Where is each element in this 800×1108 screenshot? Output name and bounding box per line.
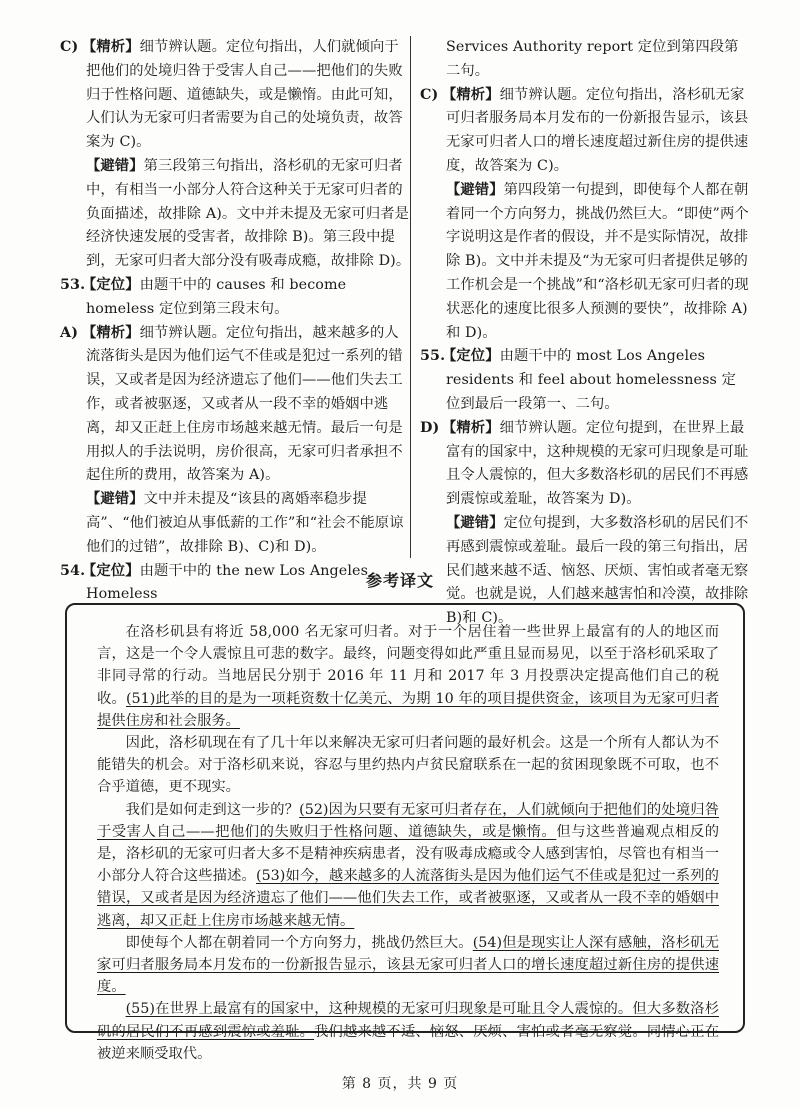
section-tag: 【定位】 [442,348,500,365]
explanation-paragraph [420,84,750,179]
item-label: C) [60,39,79,55]
explanation-paragraph [60,274,412,322]
paragraph-text: 细节辨认题。定位句提到，在世界上最富有的国家中，这种规模的无家可归现象是可耻且令人震惊的，但大多数洛杉矶的居民们不再感到震惊或羞耻，故答案为 D)。 [446,419,749,508]
sentence: 但与这些普遍观点相反的是，洛杉矶的无家可归者大多不是精神疾病患者，没有吸毒成瘾或令人感到害怕，尽管也有相当一小部分人符合这些描述。 [97,823,720,885]
paragraph-text: 由题干中的 the new Los Angeles Homeless [86,562,369,603]
translation-box [65,603,745,1062]
underlined-sentence: (53)如今，越来越多的人流落街头是因为他们运气不佳或是犯过一系列的错误，又或者是因为经济遗忘了他们——他们失去工作，或者被驱逐，又或者从一段不幸的婚姻中逃离，却又正赶上住房市场越来越无情。 [97,868,719,929]
underlined-sentence: (52)因为只要有无家可归者存在，人们就倾向于把他们的处境归咎于受害人自己——把他们的失败归于性格问题、道德缺失，或是懒惰。 [97,801,719,840]
section-tag: 【定位】 [82,562,140,579]
sentence: 我们是如何走到这一步的？ [125,801,300,818]
paragraph-text: 第三段第三句指出，洛杉矶的无家可归者中，有相当一小部分人符合这种关于无家可归者的负面描述，故排除 A)。文中并未提及无家可归者是经济快速发展的受害者，故排除 B)。第三段中提到，无家可归者大部分没有吸毒成瘾，故排除 D)。 [86,157,411,270]
underlined-sentence: (55)在世界上最富有的国家中，这种规模的无家可归现象是可耻且令人震惊的。但大多数洛杉矶的居民们不再感到震惊或羞耻。 [97,1001,719,1040]
item-label: 53. [60,276,86,293]
explanation-paragraph [420,345,750,416]
underlined-sentence: (51)此举的目的是为一项耗资数十亿美元、为期 10 年的项目提供资金，该项目为无家可归者提供住房和社会服务。 [97,690,719,729]
translation-paragraph [97,621,719,732]
explanation-paragraph [420,417,750,512]
section-tag: 【避错】 [86,157,144,174]
reference-translation-title: 参考译文 [365,571,434,590]
explanation-paragraph [60,155,412,274]
paragraph-text: 由题干中的 causes 和 become homeless 定位到第三段末句。 [86,276,347,317]
sentence: 在洛杉矶县有将近 58,000 名无家可归者。对于一个居住着一些世界上最富有的人的地区而言，这是一个令人震惊且可悲的数字。最终，问题变得如此严重且显而易见，以至于洛杉矶采取了非同寻常的行动。当地居民分别于 2016 年 11 月和 2017 年 3 月投票决定提高他们自己的税收。 [97,624,719,707]
item-label: D) [420,419,440,436]
sentence: 因此，洛杉矶现在有了几十年以来解决无家可归者问题的最好机会。这是一个所有人都认为不能错失的机会。对于洛杉矶来说，容忍与里约热内卢贫民窟联系在一起的贫困现象既不可取，也不合乎道德，更不现实。 [97,735,719,796]
paragraph-text: 细节辨认题。定位句指出，洛杉矶无家可归者服务局本月发布的一份新报告显示，该县无家可归者人口的增长速度超过新住房的提供速度，故答案为 C)。 [446,86,749,174]
section-tag: 【避错】 [86,491,144,508]
translation-paragraph [97,732,719,799]
left-column [60,36,412,607]
section-tag: 【定位】 [82,276,140,293]
section-tag: 【避错】 [446,514,504,531]
translation-paragraph [97,799,719,932]
explanation-paragraph [60,36,412,155]
section-tag: 【避错】 [446,181,504,198]
translation-paragraph [97,998,719,1065]
paragraph-text: 细节辨认题。定位句指出，人们就倾向于把他们的处境归咎于受害人自己——把他们的失败归于性格问题、道德缺失，或是懒惰。由此可知，人们认为无家可归者需要为自己的处境负责，故答案为 C)。 [86,39,403,151]
section-tag: 【精析】 [82,324,140,341]
item-label: 54. [60,562,86,579]
page-footer: 第 8 页，共 9 页 [341,1076,459,1092]
explanation-paragraph [60,488,412,559]
paragraph-text: 第四段第一句提到，即使每个人都在朝着同一个方向努力，挑战仍然巨大。“即使”两个字说明这是作者的假设，并不是实际情况，故排除 B)。文中并未提及“为无家可归者提供足够的工作机会是一个挑战”和“洛杉矶无家可归者的现状恶化的速度比很多人预测的要快”，故排除 A)和 D)。 [446,181,749,341]
paragraph-text: 由题干中的 most Los Angeles residents 和 feel about homelessness 定位到最后一段第一、二句。 [446,348,737,412]
right-column [420,36,750,631]
explanation-paragraph [420,36,750,84]
translation-paragraph [97,932,719,999]
section-tag: 【精析】 [442,419,500,436]
explanation-paragraph [60,322,412,489]
underlined-sentence: (54)但是现实让人深有感触，洛杉矶无家可归者服务局本月发布的一份新报告显示，该县无家可归者人口的增长速度超过新住房的提供速度。 [97,934,719,996]
paragraph-text: 文中并未提及“该县的离婚率稳步提高”、“他们被迫从事低薪的工作”和“社会不能原谅他们的过错”，故排除 B)、C)和 D)。 [86,491,404,555]
paragraph-text: 细节辨认题。定位句指出，越来越多的人流落街头是因为他们运气不佳或是犯过一系列的错误，又或者是因为经济遗忘了他们——他们失去工作，或者被驱逐，又或者从一段不幸的婚姻中逃离，却又正赶上住房市场越来越无情。最后一句是用拟人的手法说明，房价很高，无家可归者承担不起住所的费用，故答案为 A)。 [86,324,403,484]
section-tag: 【精析】 [82,39,140,55]
item-label: C) [420,86,439,103]
section-tag: 【精析】 [442,86,500,103]
sentence: 我们越来越不适、恼怒、厌烦、害怕或者毫无察觉。同情心正在被逆来顺受取代。 [97,1023,720,1062]
item-label: 55. [420,348,446,365]
paragraph-text: Services Authority report 定位到第四段第二句。 [446,39,739,79]
column-divider [410,36,411,558]
explanation-paragraph [420,179,750,346]
item-label: A) [60,324,79,341]
paragraph-text: 定位句提到，大多数洛杉矶的居民们不再感到震惊或羞耻。最后一段的第三句指出，居民们越来越不适、恼怒、厌烦、害怕或者毫无察觉。也就是说，人们越来越害怕和冷漠，故排除 B)和 C)。 [446,514,749,627]
sentence: 即使每个人都在朝着同一个方向努力，挑战仍然巨大。 [125,934,473,951]
